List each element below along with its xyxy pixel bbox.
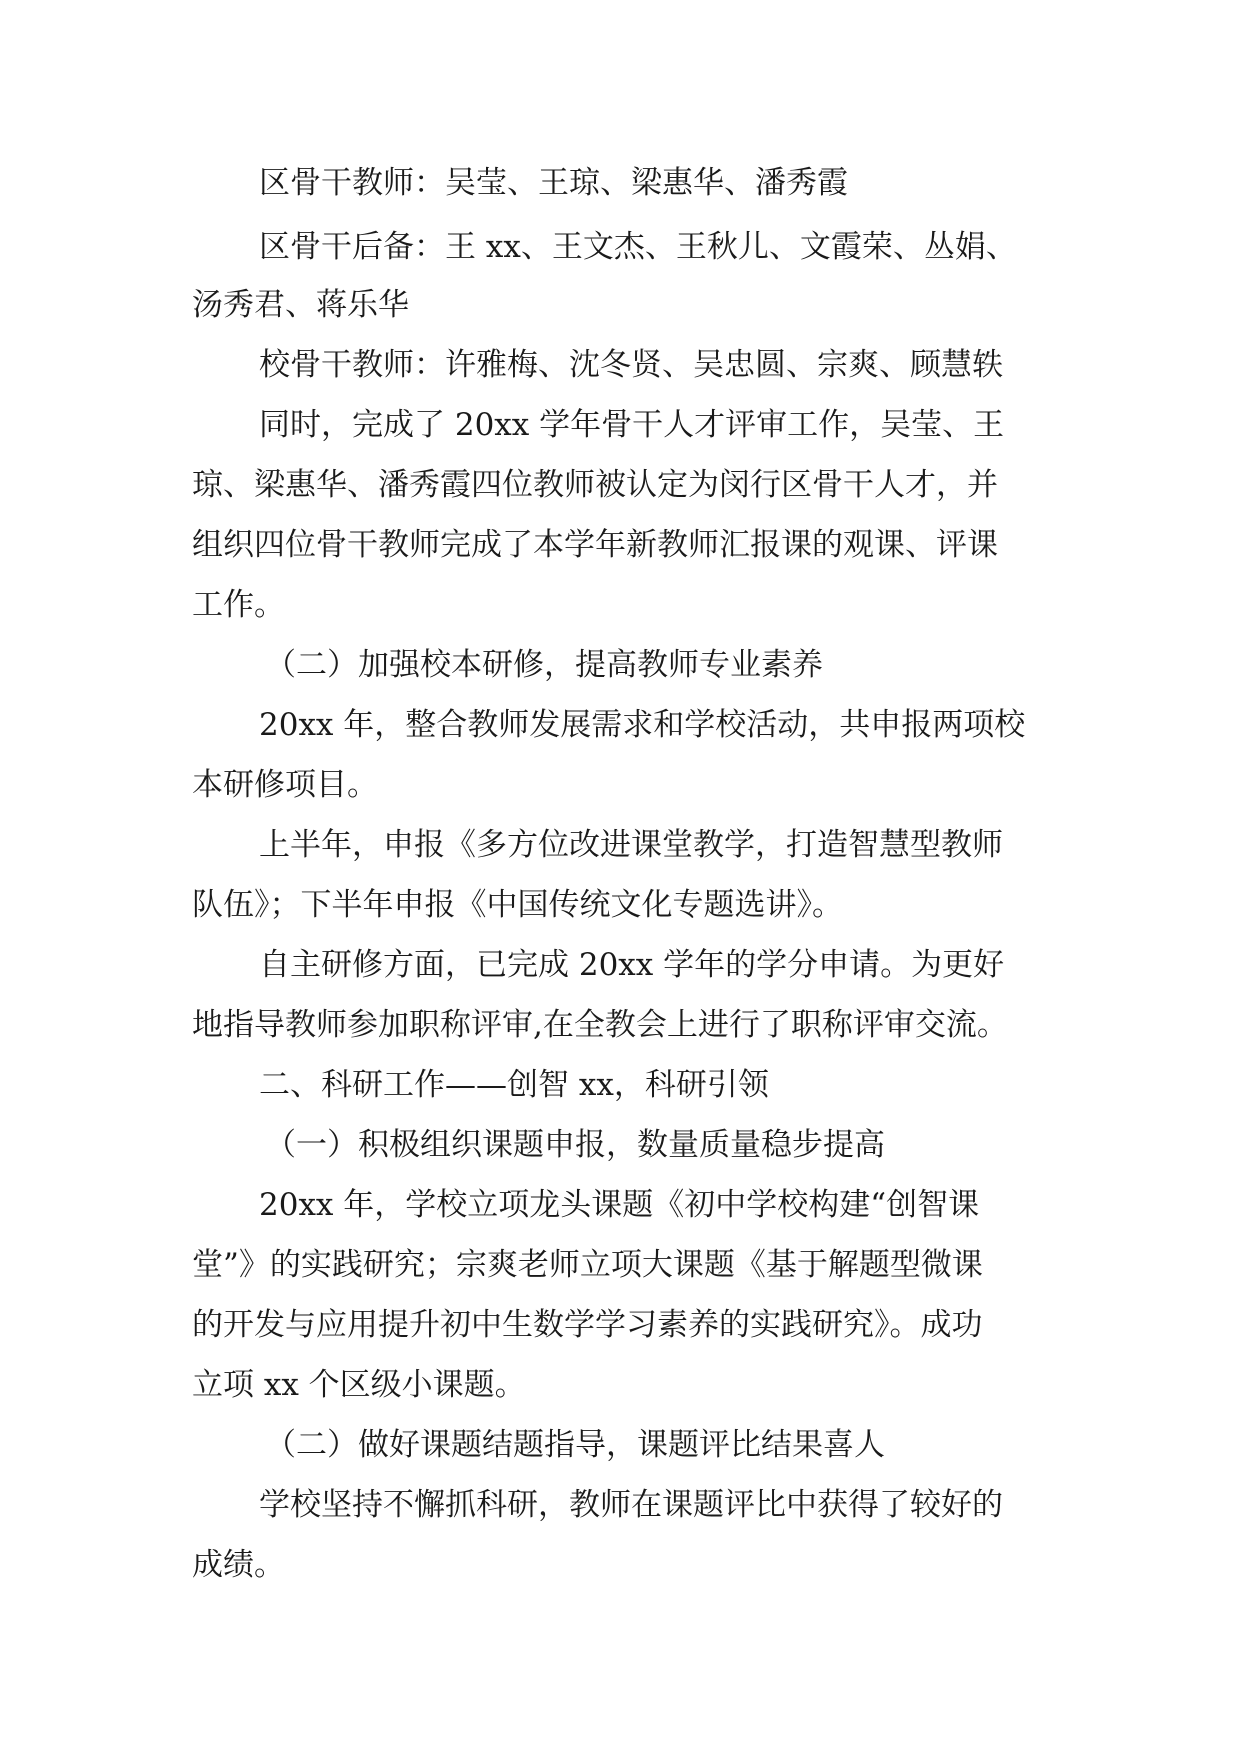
text-line: 堂”》的实践研究；宗爽老师立项大课题《基于解题型微课 bbox=[192, 1247, 983, 1283]
text-line: 地指导教师参加职称评审,在全教会上进行了职称评审交流。 bbox=[192, 1007, 1008, 1043]
text-line: 工作。 bbox=[192, 587, 285, 623]
section-heading: （二）做好课题结题指导，课题评比结果喜人 bbox=[265, 1427, 885, 1463]
section-heading: 二、科研工作——创智 xx，科研引领 bbox=[259, 1067, 769, 1103]
text-line: 自主研修方面，已完成 20xx 学年的学分申请。为更好 bbox=[259, 947, 1005, 983]
section-heading: （一）积极组织课题申报，数量质量稳步提高 bbox=[265, 1127, 885, 1163]
text-line: 区骨干后备：王 xx、王文杰、王秋儿、文霞荣、丛娟、 bbox=[259, 229, 1017, 265]
text-line: 同时，完成了 20xx 学年骨干人才评审工作，吴莹、王 bbox=[259, 407, 1005, 443]
text-line: 本研修项目。 bbox=[192, 767, 378, 803]
text-line: 汤秀君、蒋乐华 bbox=[192, 287, 409, 323]
text-line: 组织四位骨干教师完成了本学年新教师汇报课的观课、评课 bbox=[192, 527, 998, 563]
text-line: 成绩。 bbox=[192, 1547, 285, 1583]
text-line: 校骨干教师：许雅梅、沈冬贤、吴忠圆、宗爽、顾慧轶 bbox=[259, 347, 1003, 383]
text-line: 立项 xx 个区级小课题。 bbox=[192, 1367, 526, 1403]
text-line: 学校坚持不懈抓科研，教师在课题评比中获得了较好的 bbox=[259, 1487, 1003, 1523]
text-line: 区骨干教师：吴莹、王琼、梁惠华、潘秀霞 bbox=[259, 165, 848, 201]
text-line: 琼、梁惠华、潘秀霞四位教师被认定为闵行区骨干人才，并 bbox=[192, 467, 998, 503]
text-line: 20xx 年，学校立项龙头课题《初中学校构建“创智课 bbox=[259, 1187, 980, 1223]
text-line: 上半年，申报《多方位改进课堂教学，打造智慧型教师 bbox=[259, 827, 1003, 863]
text-line: 20xx 年，整合教师发展需求和学校活动，共申报两项校 bbox=[259, 707, 1026, 743]
text-line: 的开发与应用提升初中生数学学习素养的实践研究》。成功 bbox=[192, 1307, 983, 1343]
text-line: 队伍》；下半年申报《中国传统文化专题选讲》。 bbox=[192, 887, 843, 923]
section-heading: （二）加强校本研修，提高教师专业素养 bbox=[265, 647, 823, 683]
